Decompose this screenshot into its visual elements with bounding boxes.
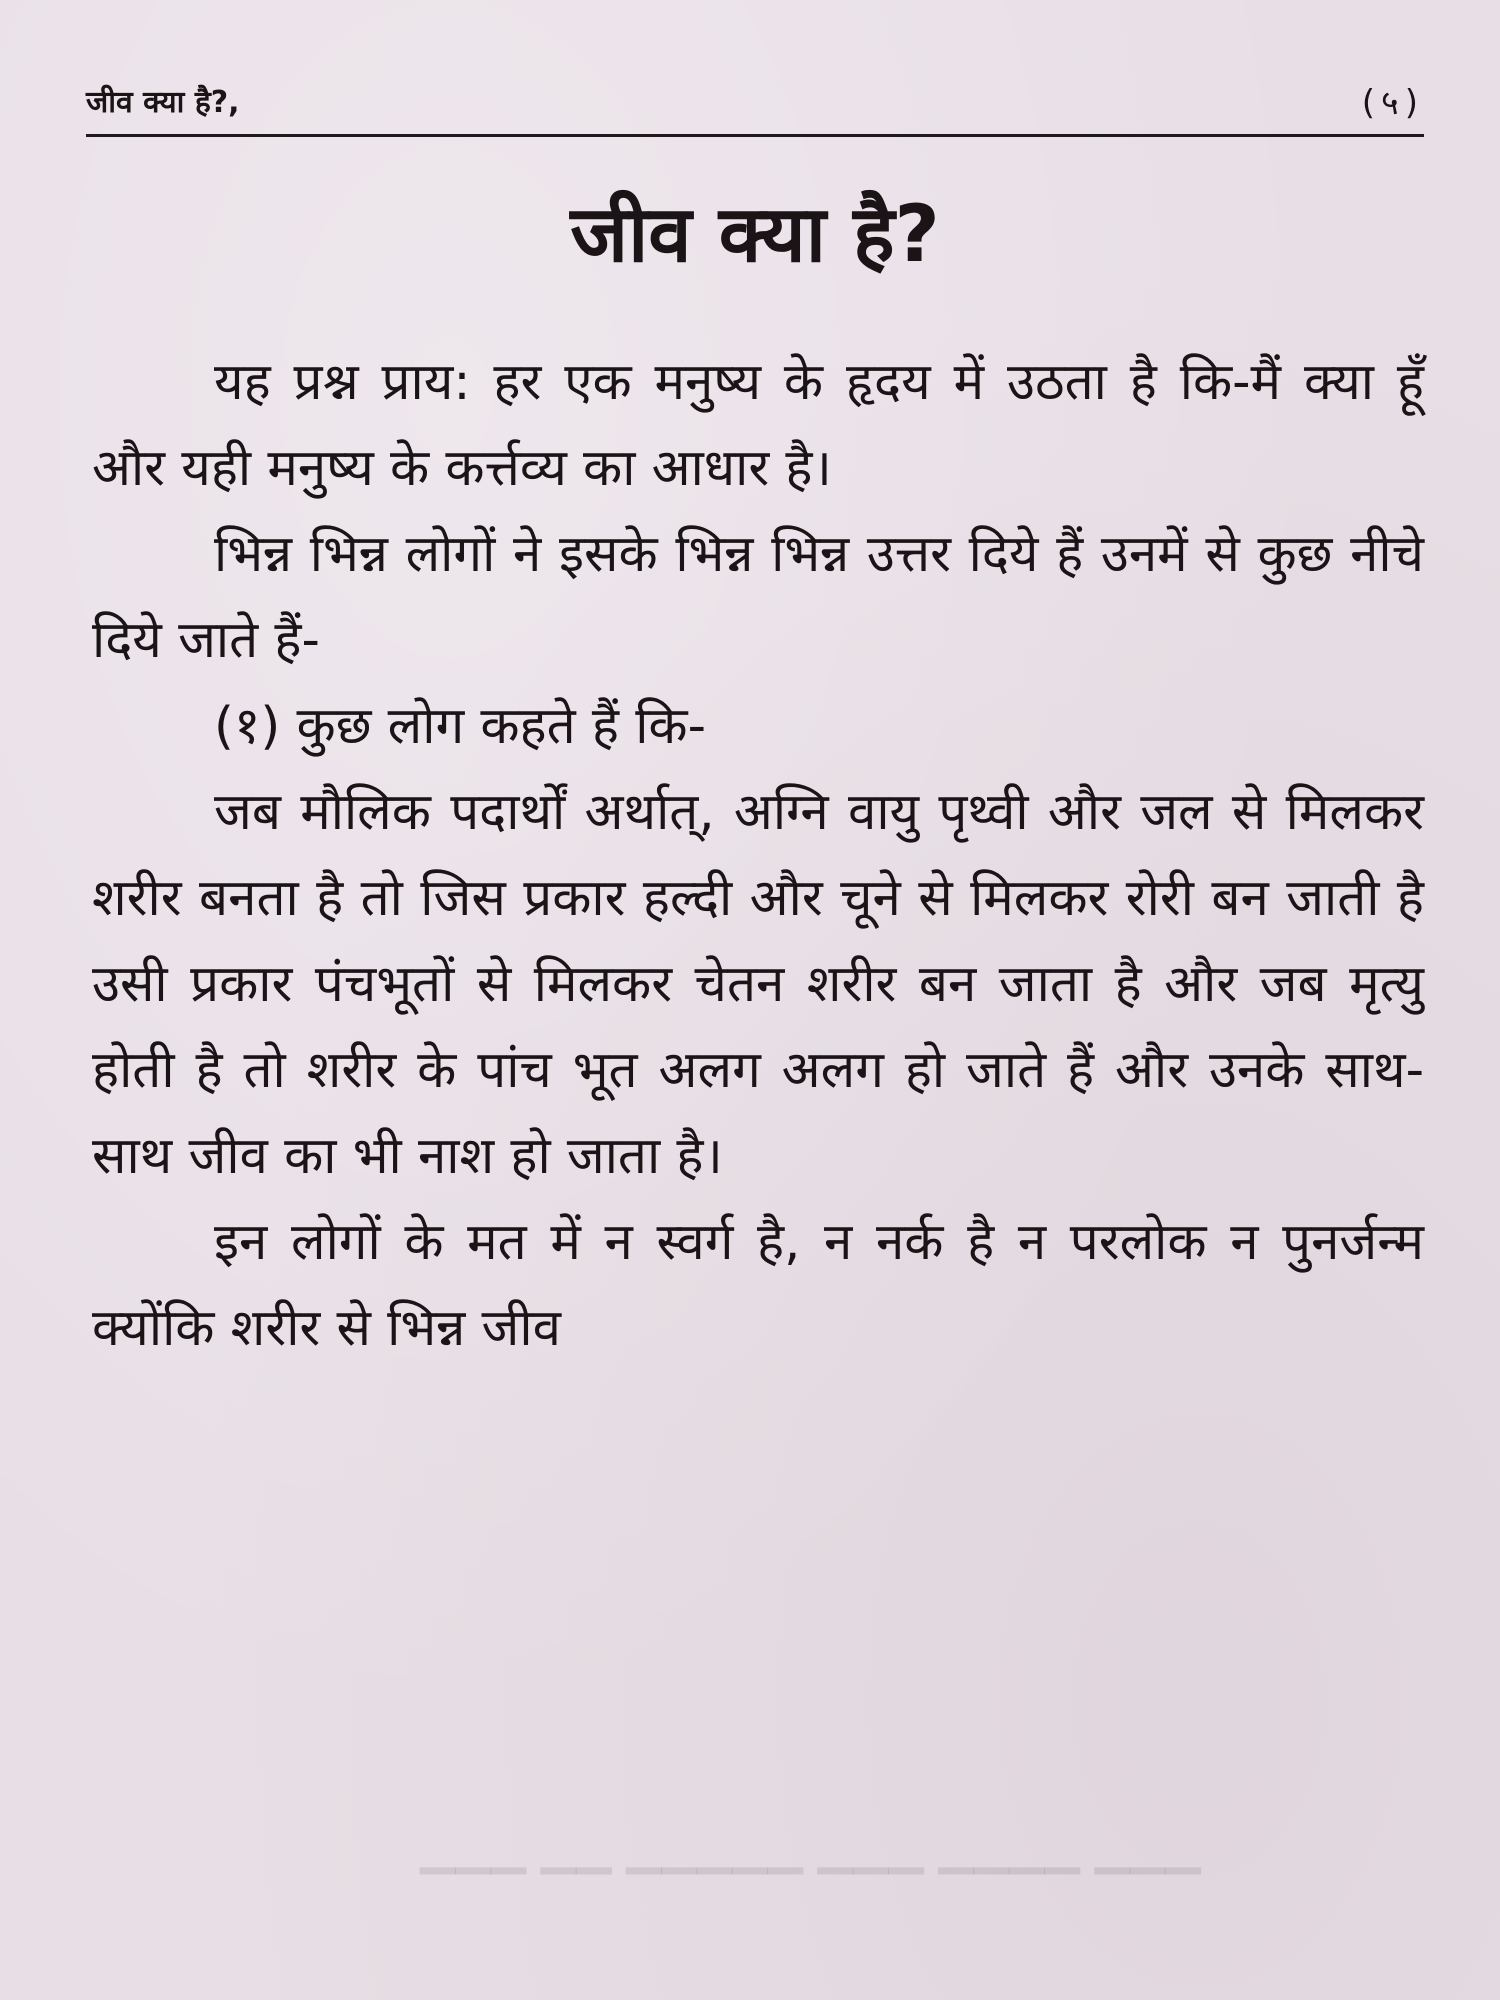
chapter-heading: जीव क्या है? xyxy=(570,190,940,280)
paragraph: भिन्न भिन्न लोगों ने इसके भिन्न भिन्न उत्तर दिये हैं उनमें से कुछ नीचे दिये जाते हैं- xyxy=(92,525,1424,670)
body-text xyxy=(92,340,1424,1372)
running-head xyxy=(86,78,1424,128)
page-number: (५) xyxy=(1361,83,1424,123)
paragraph: जब मौलिक पदार्थों अर्थात्, अग्नि वायु पृथ्वी और जल से मिलकर शरीर बनता है तो जिस प्रकार हल्दी और चूने से मिलकर रोरी बन जाती है उसी प्रकार पंचभूतों से मिलकर चेतन शरीर बन जाता है और जब मृत्यु होती है तो शरीर के पांच भूत अलग अलग हो जाते हैं और उनके साथ-साथ जीव का भी नाश हो जाता है। xyxy=(92,783,1424,1186)
paragraph: यह प्रश्न प्राय: हर एक मनुष्य के हृदय में उठता है कि-मैं क्या हूँ और यही मनुष्य के कर्त्तव्य का आधार है। xyxy=(92,353,1424,498)
paragraph: इन लोगों के मत में न स्वर्ग है, न नर्क है न परलोक न पुनर्जन्म क्योंकि शरीर से भिन्न जीव xyxy=(92,1213,1424,1358)
running-title: जीव क्या है?, xyxy=(86,85,240,120)
bleed-through-texture: ▁▁▁ ▁▁▁▁ ▁▁▁ ▁▁▁▁▁ ▁▁ ▁▁▁ xyxy=(420,1820,1201,1874)
header-rule xyxy=(86,134,1424,137)
paragraph: (१) कुछ लोग कहते हैं कि- xyxy=(214,697,706,756)
